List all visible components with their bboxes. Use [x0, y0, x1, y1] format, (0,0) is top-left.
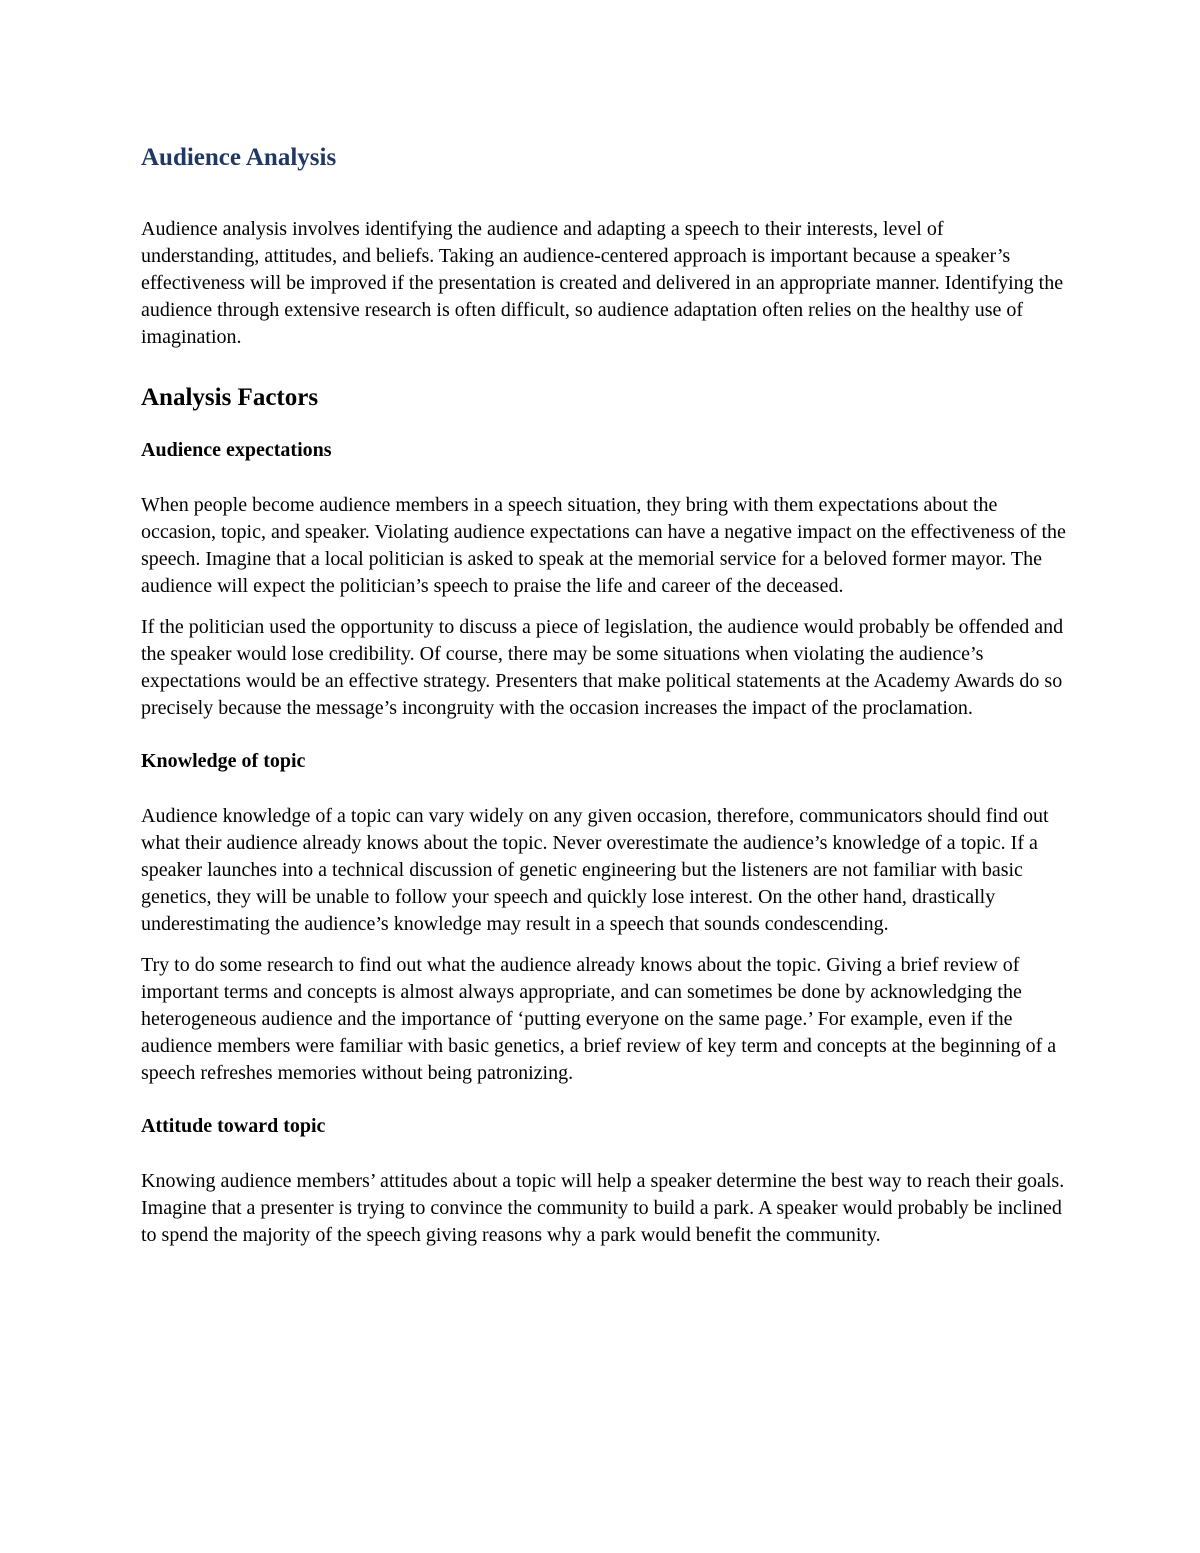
document-page	[141, 140, 1066, 1249]
subsection-heading: Knowledge of topic	[141, 750, 306, 772]
paragraph: Audience knowledge of a topic can vary widely on any given occasion, therefore, communicators should find out what their audience already knows about the topic. Never overestimate the audience’s knowledge of a topic. If a speaker launches into a technical discussion of genetic engineering but the listeners are not familiar with basic genetics, they will be unable to follow your speech and quickly lose interest. On the other hand, drastically underestimating the audience’s knowledge may result in a speech that sounds condescending.	[141, 805, 1049, 935]
paragraph: Try to do some research to find out what the audience already knows about the topic. Giving a brief review of important terms and concepts is almost always appropriate, and can sometimes be done by acknowledging the heterogeneous audience and the importance of ‘putting everyone on the same page.’ For example, even if the audience members were familiar with basic genetics, a brief review of key term and concepts at the beginning of a speech refreshes memories without being patronizing.	[141, 954, 1057, 1084]
subsection-heading: Audience expectations	[141, 439, 332, 461]
subsection-audience-expectations	[141, 437, 1066, 722]
paragraph: When people become audience members in a speech situation, they bring with them expectations about the occasion, topic, and speaker. Violating audience expectations can have a negative impact on the effectiveness of the speech. Imagine that a local politician is asked to speak at the memorial service for a beloved former mayor. The audience will expect the politician’s speech to praise the life and career of the deceased.	[141, 494, 1066, 597]
subsection-heading: Attitude toward topic	[141, 1115, 326, 1137]
section-heading: Analysis Factors	[141, 384, 319, 411]
paragraph: If the politician used the opportunity to discuss a piece of legislation, the audience would probably be offended and the speaker would lose credibility. Of course, there may be some situations when violating the audience’s expectations would be an effective strategy. Presenters that make political statements at the Academy Awards do so precisely because the message’s incongruity with the occasion increases the impact of the proclamation.	[141, 616, 1064, 719]
intro-paragraph: Audience analysis involves identifying the audience and adapting a speech to their interests, level of understanding, attitudes, and beliefs. Taking an audience-centered approach is important because a speaker’s effectiveness will be improved if the presentation is created and delivered in an appropriate manner. Identifying the audience through extensive research is often difficult, so audience adaptation often relies on the healthy use of imagination.	[141, 218, 1064, 348]
page-title: Audience Analysis	[141, 144, 337, 171]
paragraph: Knowing audience members’ attitudes about a topic will help a speaker determine the best way to reach their goals. Imagine that a presenter is trying to convince the community to build a park. A speaker would probably be inclined to spend the majority of the speech giving reasons why a park would benefit the community.	[141, 1170, 1065, 1246]
subsection-knowledge-of-topic	[141, 748, 1066, 1087]
subsection-attitude-toward-topic	[141, 1113, 1066, 1249]
